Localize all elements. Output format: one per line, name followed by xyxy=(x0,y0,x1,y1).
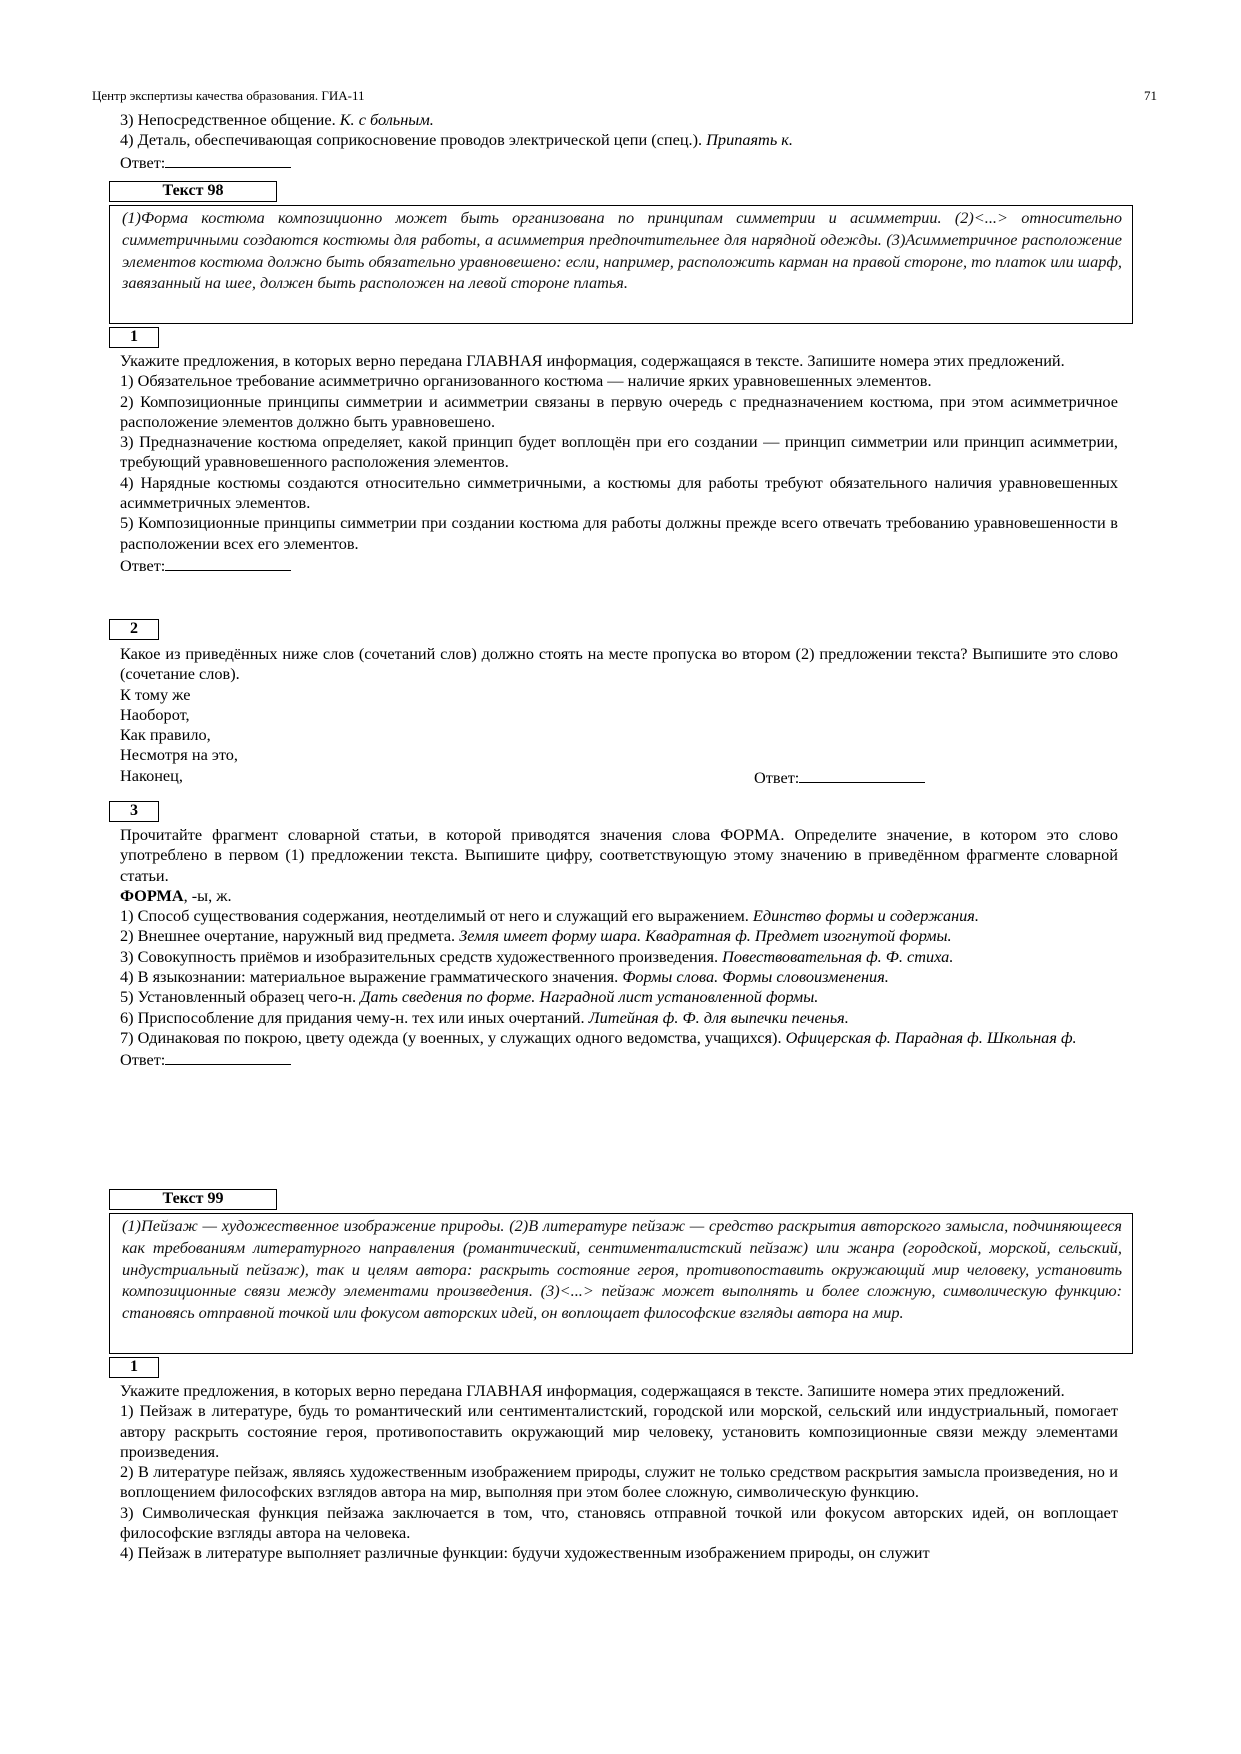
question-prompt: Укажите предложения, в которых верно передана ГЛАВНАЯ информация, содержащаяся в тексте. Запишите номера этих предложений. xyxy=(120,1381,1065,1400)
option-row xyxy=(120,766,1118,786)
answer-field xyxy=(165,554,291,571)
option-item: 3) Предназначение костюма определяет, какой принцип будет воплощён при его создании — принцип симметрии или принцип асимметрии, требующий уравновешенного расположения элементов. xyxy=(120,432,1118,472)
question-number-box: 1 xyxy=(109,327,159,348)
question-block xyxy=(120,644,1118,786)
option-item: Наконец, xyxy=(120,765,183,785)
question-number-box: 2 xyxy=(109,619,159,640)
question-prompt: Укажите предложения, в которых верно передана ГЛАВНАЯ информация, содержащаяся в тексте. Запишите номера этих предложений. xyxy=(120,351,1065,370)
option-item: 3) Непосредственное общение. К. с больным. xyxy=(120,110,434,129)
meaning-item: 6) Приспособление для придания чему-н. тех или иных очертаний. Литейная ф. Ф. для выпечки печенья. xyxy=(120,1007,849,1027)
option-item: 3) Символическая функция пейзажа заключается в том, что, становясь отправной точкой или фокусом авторских идей, он воплощает философские взгляды автора на человека. xyxy=(120,1502,1118,1543)
option-item: Наоборот, xyxy=(120,704,190,724)
page-number: 71 xyxy=(1144,88,1157,103)
option-item: 1) Пейзаж в литературе, будь то романтический или сентименталистский, городской или морской, сельский или индустриальный, помогает автору раскрыть состояние героя, противопоставить окружающий мир человеку, установить композиционные связи между элементами произведения. xyxy=(120,1401,1118,1461)
text-passage: (1)Пейзаж — художественное изображение природы. (2)В литературе пейзаж — средство раскрытия авторского замысла, подчиняющееся как требованиям литературного направления (романтический, сентименталистский пейзаж) или жанра (городской, морской, сельский, индустриальный пейзаж), так и целям автора: раскрыть состояние героя, противопоставить окружающий мир человеку, установить композиционные связи между элементами произведения. (3)<...> пейзаж может выполнять и более сложную, символическую функцию: становясь отправной точкой или фокусом авторских идей, он воплощает философские взгляды автора на мир. xyxy=(109,1213,1133,1354)
option-item: 4) Деталь, обеспечивающая соприкосновение проводов электрической цепи (спец.). Припаять к. xyxy=(120,130,793,150)
question-block xyxy=(120,825,1118,1071)
question-block xyxy=(120,351,1118,576)
answer-field xyxy=(165,1048,291,1065)
question-prompt: Прочитайте фрагмент словарной статьи, в которой приводятся значения слова ФОРМА. Определите значение, в котором это слово употреблено в первом (1) предложении текста. Выпишите цифру, соответствующую этому значению в приведённом фрагменте словарной статьи. xyxy=(120,825,1118,885)
dictionary-headword: ФОРМА, -ы, ж. xyxy=(120,885,232,905)
page-header xyxy=(92,88,1157,103)
answer-line[interactable]: Ответ: xyxy=(120,1048,1118,1070)
question-number-box: 1 xyxy=(109,1357,159,1378)
option-item: 2) Композиционные принципы симметрии и асимметрии связаны в первую очередь с предназначением костюма, при этом асимметричное расположение элементов должно быть уравновешено. xyxy=(120,391,1118,431)
text-title-box: Текст 99 xyxy=(109,1189,277,1210)
option-item: 2) В литературе пейзаж, являясь художественным изображением природы, служит не только средством раскрытия замысла произведения, но и воплощением философских взглядов автора на мир, выполняя при этом более сложную, символическую функцию. xyxy=(120,1462,1118,1502)
meaning-item: 7) Одинаковая по покрою, цвету одежда (у военных, у служащих одного ведомства, учащихся). Офицерская ф. Парадная ф. Школьная ф. xyxy=(120,1027,1077,1047)
answer-field xyxy=(165,151,291,168)
text-title-box: Текст 98 xyxy=(109,181,277,202)
option-item: Как правило, xyxy=(120,725,211,745)
answer-line[interactable]: Ответ: xyxy=(120,151,1118,173)
question-block xyxy=(120,1381,1118,1564)
answer-line[interactable]: Ответ: xyxy=(754,766,925,788)
answer-line[interactable]: Ответ: xyxy=(120,554,1118,576)
previous-task-tail xyxy=(120,110,1118,173)
meaning-item: 4) В языкознании: материальное выражение грамматического значения. Формы слова. Формы словоизменения. xyxy=(120,967,889,987)
option-item: 4) Пейзаж в литературе выполняет различные функции: будучи художественным изображением природы, он служит xyxy=(120,1543,930,1563)
header-title: Центр экспертизы качества образования. ГИА-11 xyxy=(92,88,365,103)
answer-field xyxy=(799,766,925,783)
text-passage: (1)Форма костюма композиционно может быть организована по принципам симметрии и асимметрии. (2)<...> относительно симметричными создаются костюмы для работы, а асимметрия предпочтительнее для нарядной одежды. (3)Асимметричное расположение элементов костюма должно быть обязательно уравновешено: если, например, расположить карман на правой стороне, то платок или шарф, завязанный на шее, должен быть расположен на левой стороне платья. xyxy=(109,205,1133,324)
meaning-item: 3) Совокупность приёмов и изобразительных средств художественного произведения. Повествовательная ф. Ф. стиха. xyxy=(120,946,954,966)
option-item: 1) Обязательное требование асимметрично организованного костюма — наличие ярких уравновешенных элементов. xyxy=(120,371,932,391)
meaning-item: 2) Внешнее очертание, наружный вид предмета. Земля имеет форму шара. Квадратная ф. Предмет изогнутой формы. xyxy=(120,926,952,946)
option-item: К тому же xyxy=(120,684,191,704)
question-number-box: 3 xyxy=(109,801,159,822)
meaning-item: 1) Способ существования содержания, неотделимый от него и служащий его выражением. Единство формы и содержания. xyxy=(120,906,979,926)
meaning-item: 5) Установленный образец чего-н. Дать сведения по форме. Наградной лист установленной формы. xyxy=(120,987,819,1007)
option-item: Несмотря на это, xyxy=(120,745,238,765)
option-item: 4) Нарядные костюмы создаются относительно симметричными, а костюмы для работы требуют обязательного наличия уравновешенных асимметричных элементов. xyxy=(120,472,1118,513)
question-prompt: Какое из приведённых ниже слов (сочетаний слов) должно стоять на месте пропуска во втором (2) предложении текста? Выпишите это слово (сочетание слов). xyxy=(120,644,1118,684)
option-item: 5) Композиционные принципы симметрии при создании костюма для работы должны прежде всего отвечать требованию уравновешенности в расположении всех его элементов. xyxy=(120,513,1118,553)
